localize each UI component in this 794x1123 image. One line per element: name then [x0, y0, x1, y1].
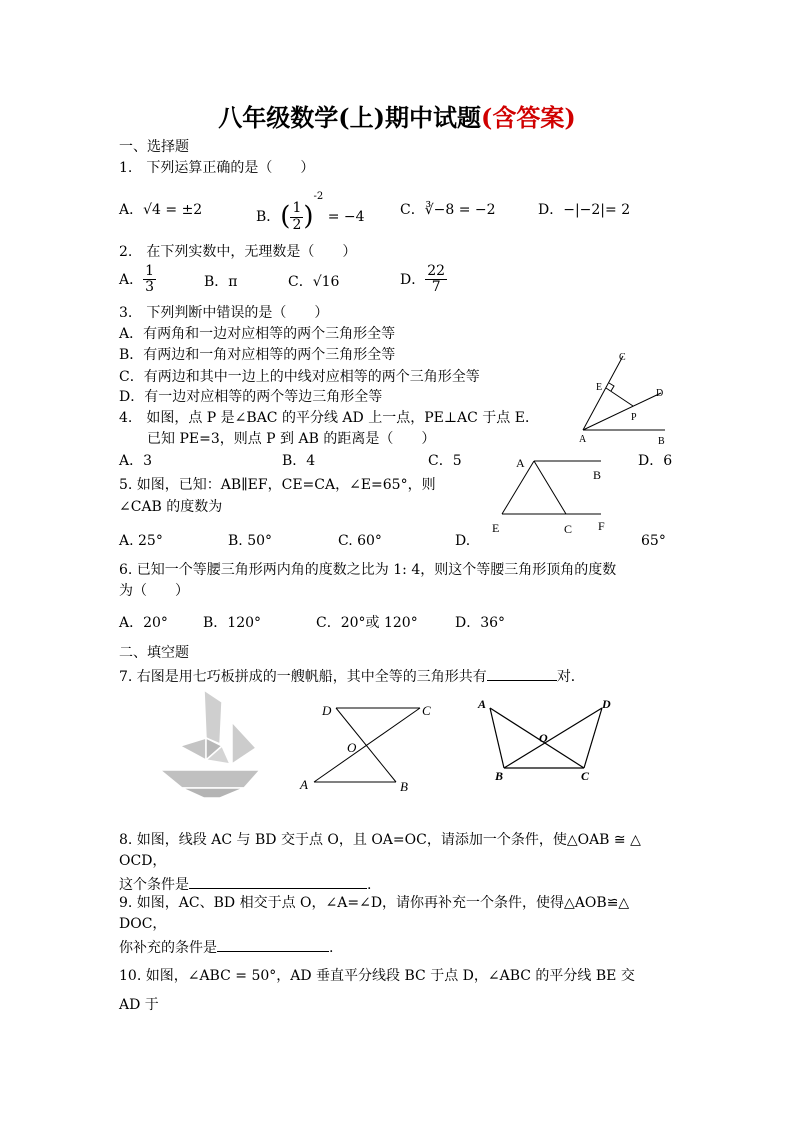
q1-b-den: 2 — [292, 216, 302, 233]
q5-option-b: B. 50° — [228, 533, 273, 549]
q9-label-b: B — [495, 769, 504, 783]
q2-a-num: 1 — [145, 263, 155, 279]
q5-option-d-value: 65° — [641, 533, 666, 549]
q4-figure — [575, 348, 680, 448]
q5-line1: 5. 如图，已知：AB∥EF，CE=CA，∠E=65°，则 — [119, 477, 436, 493]
q4-option-a: A．3 — [119, 453, 153, 469]
q7-answer-blank — [487, 666, 557, 681]
q6-option-b: B．120° — [203, 615, 262, 631]
q9-line1: 9. 如图，AC、BD 相交于点 O，∠A=∠D，请你再补充一个条件，使得△AOB≌△ — [119, 895, 630, 911]
q6-option-a: A．20° — [119, 615, 168, 631]
q1-stem: 1. 下列运算正确的是（ ） — [119, 160, 315, 176]
q2-option-d — [400, 264, 447, 296]
q8-line3: 这个条件是 . — [119, 874, 371, 894]
q8-label-b: B — [400, 779, 408, 794]
q3-option-a: A．有两角和一边对应相等的两个三角形全等 — [119, 326, 396, 342]
q5-label-a: A — [516, 456, 525, 470]
q9-line2: DOC， — [119, 916, 167, 932]
q10-line2: AD 于 — [119, 997, 159, 1013]
page-title: 八年级数学(上)期中试题(含答案) — [218, 103, 576, 132]
q3-option-c: C．有两边和其中一边上的中线对应相等的两个三角形全等 — [119, 369, 480, 385]
q5-label-c: C — [564, 522, 573, 536]
q6-option-c: C．20°或 120° — [316, 615, 418, 631]
q2-d-num: 22 — [427, 263, 446, 279]
q1-b-rest: = −4 — [327, 209, 365, 225]
q9-label-d: D — [602, 697, 611, 711]
q8-label-a: A — [300, 777, 308, 792]
q5-label-f: F — [598, 519, 605, 533]
q10-line1: 10. 如图，∠ABC = 50°，AD 垂直平分线段 BC 于点 D，∠ABC 的平分线 BE 交 — [119, 968, 635, 984]
title-highlight: (含答案) — [481, 103, 576, 132]
q4-label-d: D — [656, 388, 664, 399]
q5-line2: ∠CAB 的度数为 — [119, 499, 223, 515]
q4-option-c: C．5 — [428, 453, 462, 469]
q9-prompt: 你补充的条件是 — [119, 940, 217, 956]
section-choice: 一、选择题 — [119, 139, 189, 155]
q2-stem: 2. 在下列实数中，无理数是（ ） — [119, 244, 357, 260]
q8-label-c: C — [422, 703, 431, 718]
q9-label-a: A — [478, 697, 487, 711]
q9-line3: 你补充的条件是 . — [119, 937, 333, 957]
q2-a-label: A． — [119, 271, 144, 288]
q1-option-a: A．√4 = ±2 — [119, 202, 203, 218]
q3-stem: 3. 下列判断中错误的是（ ） — [119, 305, 329, 321]
q2-option-c: C．√16 — [288, 274, 340, 290]
q5-figure — [486, 448, 616, 538]
q6-line2: 为（ ） — [119, 583, 189, 599]
q5-label-b: B — [593, 468, 602, 482]
q1-b-label: B． — [256, 209, 281, 225]
q9-answer-blank — [217, 937, 329, 952]
q4-label-a: A — [579, 434, 587, 445]
q7-after: 对． — [556, 669, 585, 685]
q4-label-e: E — [596, 382, 603, 393]
q4-label-p: P — [631, 412, 637, 423]
q8-label-d: D — [322, 703, 332, 718]
q4-label-b: B — [658, 436, 665, 447]
q3-option-d: D．有一边对应相等的两个等边三角形全等 — [119, 389, 383, 405]
q1-option-b: B．( $\frac{1}{2}$ )$^{-2}$ = −4 — [256, 191, 365, 233]
q2-d-den: 7 — [431, 279, 441, 296]
q4-option-d: D．6 — [638, 453, 673, 469]
q2-option-a — [119, 264, 156, 296]
q8-figure — [296, 698, 446, 796]
q8-answer-blank — [189, 874, 367, 889]
q5-label-e: E — [492, 521, 500, 535]
q4-option-b: B．4 — [282, 453, 316, 469]
q1-option-c: C．∛−8 = −2 — [400, 202, 496, 218]
q7-text — [119, 666, 585, 686]
q1-option-d: D．−|−2|= 2 — [538, 202, 631, 218]
q6-line1: 6. 已知一个等腰三角形两内角的度数之比为 1: 4，则这个等腰三角形顶角的度数 — [119, 562, 617, 578]
q8-line1: 8. 如图，线段 AC 与 BD 交于点 O，且 OA=OC，请添加一个条件，使△OAB ≅ △ — [119, 832, 641, 848]
q5-option-d: D. — [455, 533, 471, 549]
section-fill: 二、填空题 — [119, 645, 189, 661]
q1-b-exp: -2 — [313, 191, 324, 202]
q9-label-o: O — [539, 731, 548, 745]
q7-stem: 7. 右图是用七巧板拼成的一艘帆船，其中全等的三角形共有 — [119, 669, 487, 685]
q5-option-c: C. 60° — [338, 533, 382, 549]
tangram-sailboat-figure — [160, 690, 272, 798]
q2-option-b: B．π — [204, 274, 238, 290]
q8-prompt: 这个条件是 — [119, 877, 189, 893]
q9-label-c: C — [581, 769, 590, 783]
q5-option-a: A. 25° — [119, 533, 163, 549]
q2-d-label: D． — [400, 271, 426, 288]
q2-a-den: 3 — [145, 279, 155, 296]
q4-line2: 已知 PE=3，则点 P 到 AB 的距离是（ ） — [147, 431, 436, 447]
q1-b-num: 1 — [292, 200, 302, 217]
q6-option-d: D．36° — [455, 615, 506, 631]
q8-line2: OCD， — [119, 853, 167, 869]
q4-label-c: C — [619, 352, 626, 363]
q3-option-b: B．有两边和一角对应相等的两个三角形全等 — [119, 347, 396, 363]
q4-line1: 4. 如图，点 P 是∠BAC 的平分线 AD 上一点，PE⊥AC 于点 E． — [119, 410, 539, 426]
q9-figure — [474, 696, 620, 786]
q8-label-o: O — [347, 740, 357, 755]
